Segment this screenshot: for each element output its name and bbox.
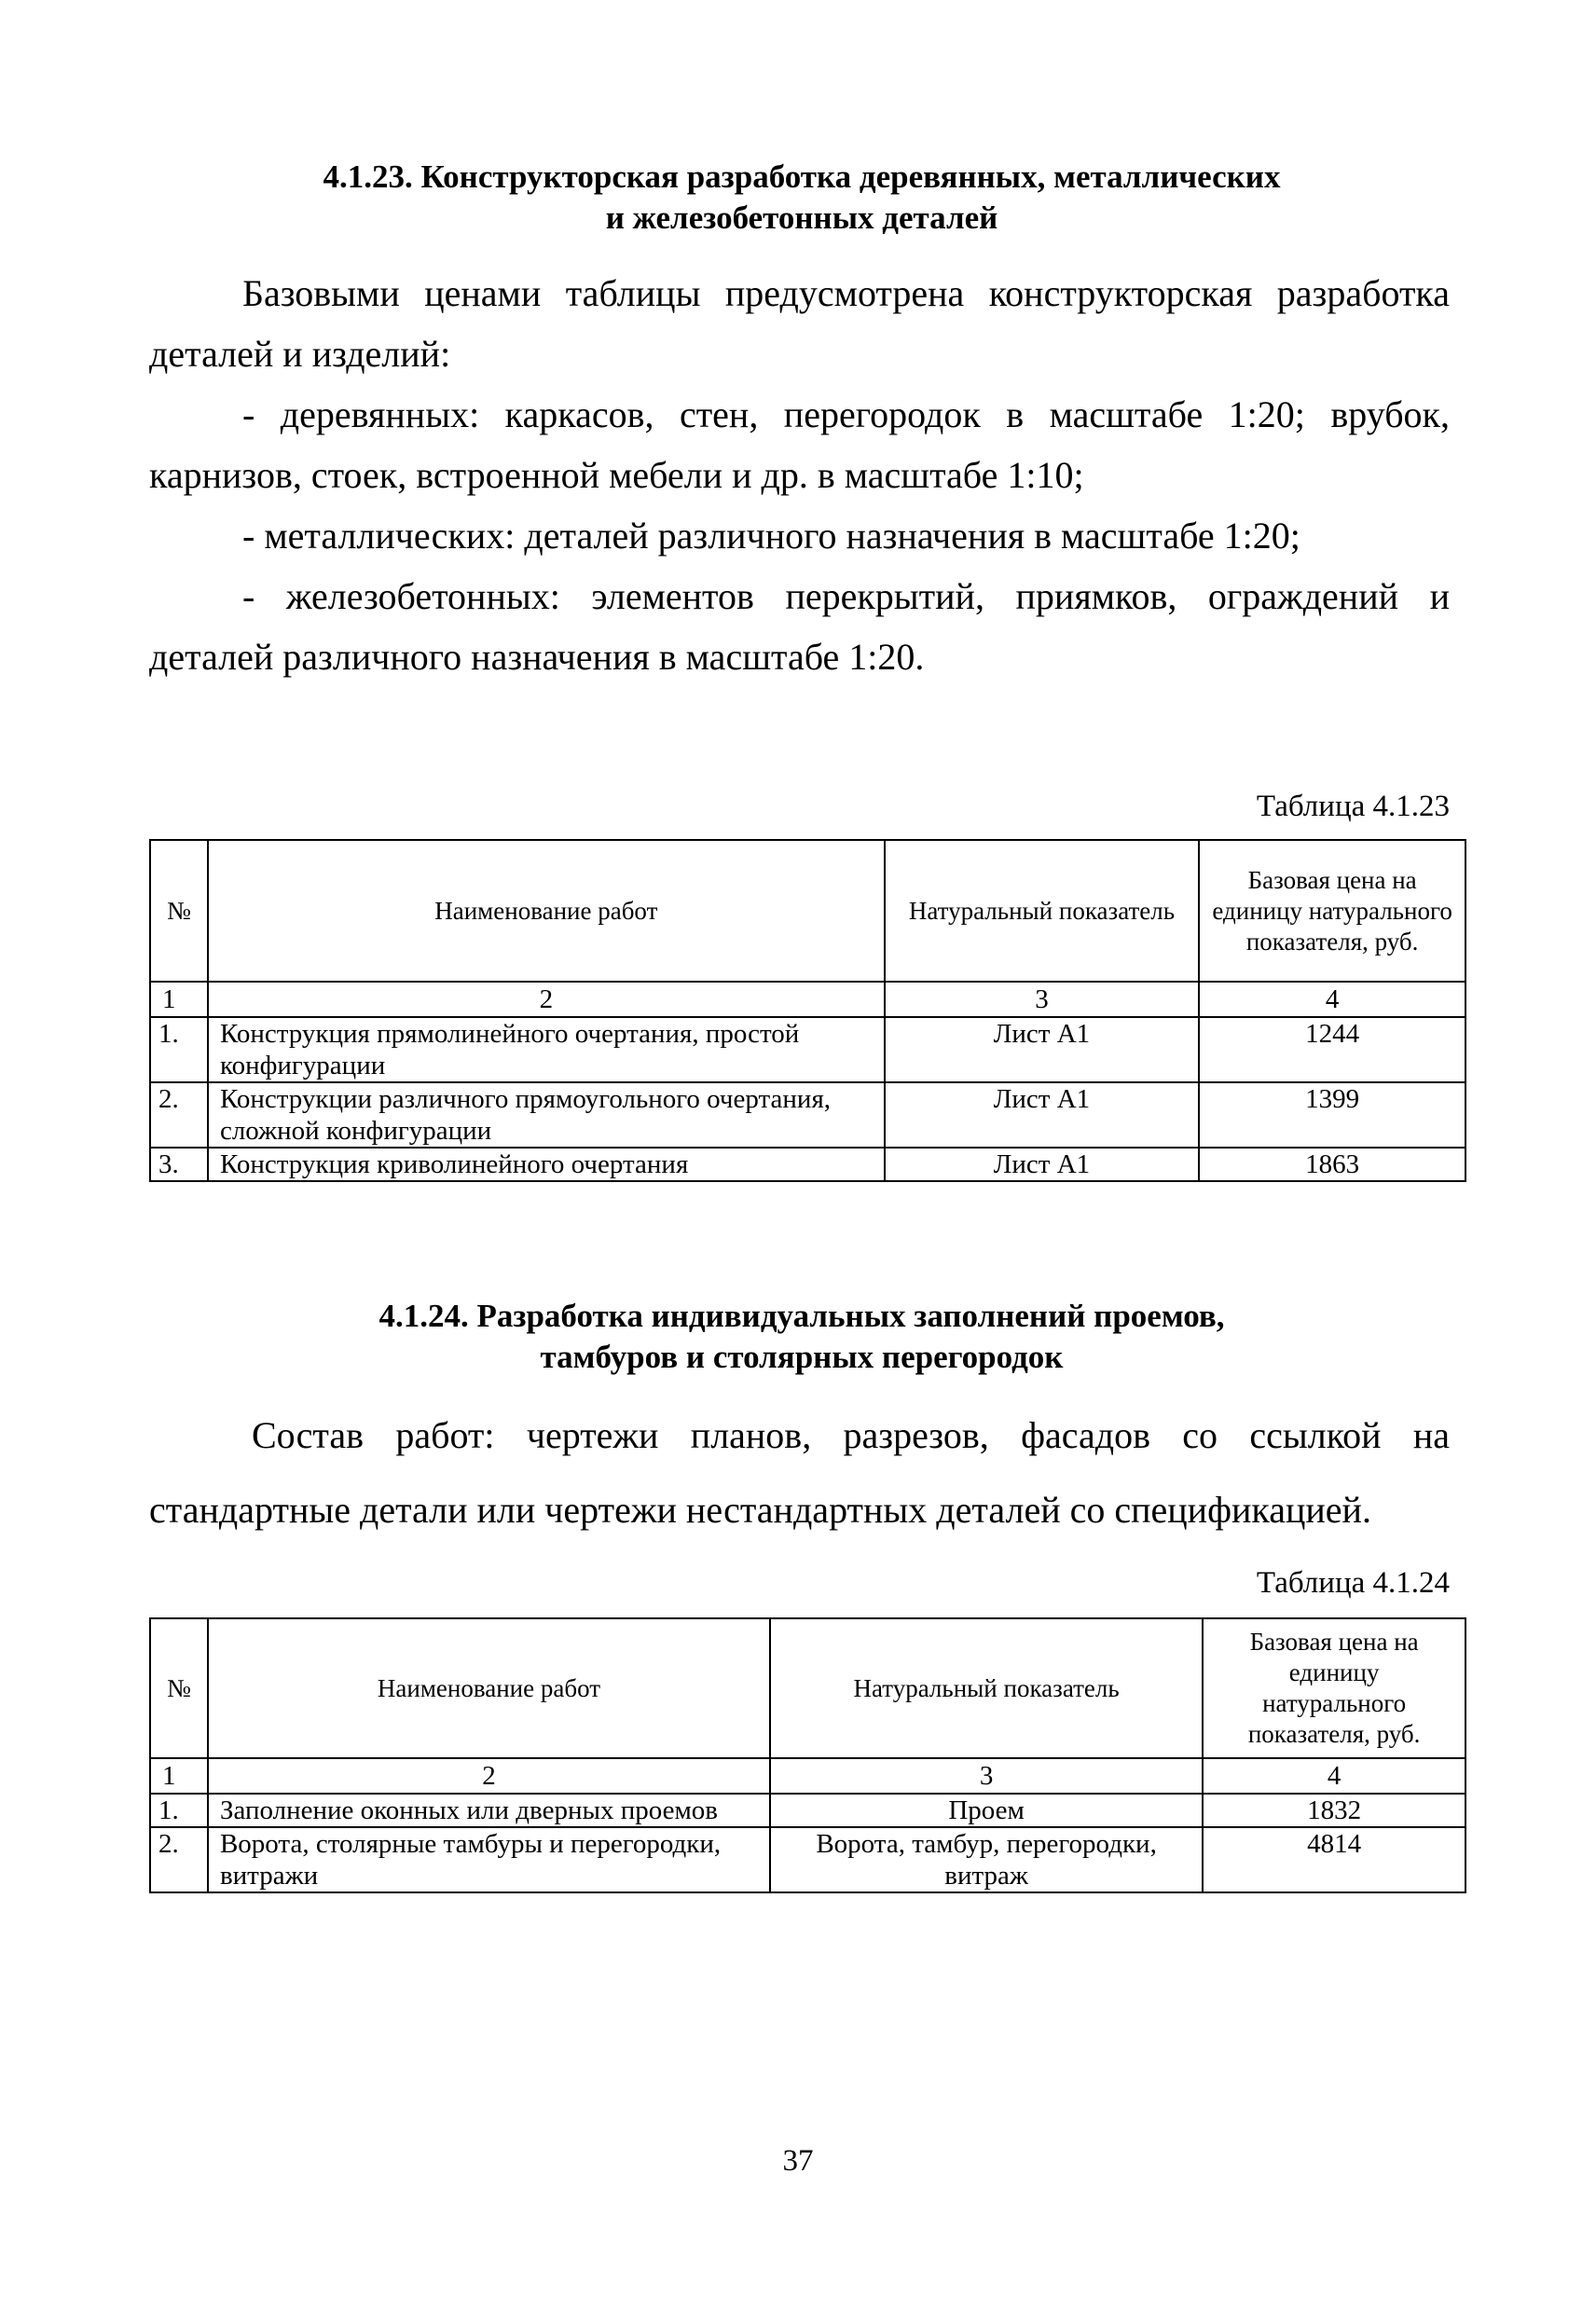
heading-line-1: 4.1.24. Разработка индивидуальных заполнений проемов, [378, 1298, 1225, 1334]
table-caption-4-1-23: Таблица 4.1.23 [1256, 790, 1450, 823]
section-text-4-1-23 [149, 263, 1450, 687]
row-work-name: Конструкции различного прямоугольного очертания, сложной конфигурации [208, 1082, 885, 1148]
row-number: 3. [150, 1148, 208, 1181]
row-price: 1832 [1203, 1794, 1465, 1827]
price-table-4-1-23 [149, 839, 1466, 1182]
row-unit: Ворота, тамбур, перегородки, витраж [770, 1827, 1203, 1892]
row-work-name: Ворота, столярные тамбуры и перегородки, витражи [208, 1827, 770, 1892]
table-header-row [150, 840, 1465, 982]
row-unit: Проем [770, 1794, 1203, 1827]
header-work-name: Наименование работ [208, 1618, 770, 1758]
row-price: 1399 [1199, 1082, 1465, 1148]
table-caption-4-1-24: Таблица 4.1.24 [1256, 1566, 1450, 1600]
column-number: 2 [208, 982, 885, 1017]
column-number-row [150, 982, 1465, 1017]
table-row [150, 1148, 1465, 1181]
section-heading-4-1-24 [149, 1296, 1454, 1378]
table-row [150, 1827, 1465, 1892]
concrete-item-paragraph: - железобетонных: элементов перекрытий, приямков, ограждений и деталей различного назначения в масштабе 1:20. [149, 575, 1450, 678]
intro-paragraph: Базовыми ценами таблицы предусмотрена конструкторская разработка деталей и изделий: [149, 272, 1450, 375]
composition-paragraph: Состав работ: чертежи планов, разрезов, фасадов со ссылкой на стандартные детали или чертежи нестандартных деталей со спецификацией. [149, 1414, 1450, 1531]
heading-line-1: 4.1.23. Конструкторская разработка деревянных, металлических [323, 158, 1281, 195]
section-heading-4-1-23 [149, 157, 1454, 239]
price-table-4-1-24 [149, 1617, 1466, 1893]
header-base-price: Базовая цена на единицу натурального показателя, руб. [1203, 1618, 1465, 1758]
row-number: 1. [150, 1017, 208, 1082]
row-number: 2. [150, 1082, 208, 1148]
row-number: 1. [150, 1794, 208, 1827]
row-unit: Лист А1 [885, 1017, 1200, 1082]
header-base-price: Базовая цена на единицу натурального показателя, руб. [1199, 840, 1465, 982]
table-row [150, 1017, 1465, 1082]
column-number-row [150, 1758, 1465, 1794]
table-row [150, 1794, 1465, 1827]
heading-line-2: тамбуров и столярных перегородок [540, 1339, 1064, 1375]
row-work-name: Заполнение оконных или дверных проемов [208, 1794, 770, 1827]
section-text-4-1-24 [149, 1398, 1450, 1548]
column-number: 1 [150, 982, 208, 1017]
header-number: № [150, 1618, 208, 1758]
header-unit: Натуральный показатель [885, 840, 1200, 982]
page-number: 37 [782, 2144, 814, 2178]
row-price: 1244 [1199, 1017, 1465, 1082]
header-work-name: Наименование работ [208, 840, 885, 982]
column-number: 4 [1199, 982, 1465, 1017]
table-row [150, 1082, 1465, 1148]
row-work-name: Конструкция криволинейного очертания [208, 1148, 885, 1181]
column-number: 2 [208, 1758, 770, 1794]
column-number: 3 [885, 982, 1200, 1017]
row-work-name: Конструкция прямолинейного очертания, простой конфигурации [208, 1017, 885, 1082]
row-unit: Лист А1 [885, 1148, 1200, 1181]
row-unit: Лист А1 [885, 1082, 1200, 1148]
header-number: № [150, 840, 208, 982]
wooden-item-paragraph: - деревянных: каркасов, стен, перегородок в масштабе 1:20; врубок, карнизов, стоек, встроенной мебели и др. в масштабе 1:10; [149, 393, 1450, 496]
column-number: 3 [770, 1758, 1203, 1794]
row-price: 4814 [1203, 1827, 1465, 1892]
header-unit: Натуральный показатель [770, 1618, 1203, 1758]
column-number: 4 [1203, 1758, 1465, 1794]
metal-item-paragraph: - металлических: деталей различного назначения в масштабе 1:20; [242, 515, 1300, 557]
heading-line-2: и железобетонных деталей [605, 199, 998, 236]
row-number: 2. [150, 1827, 208, 1892]
column-number: 1 [150, 1758, 208, 1794]
table-header-row [150, 1618, 1465, 1758]
row-price: 1863 [1199, 1148, 1465, 1181]
